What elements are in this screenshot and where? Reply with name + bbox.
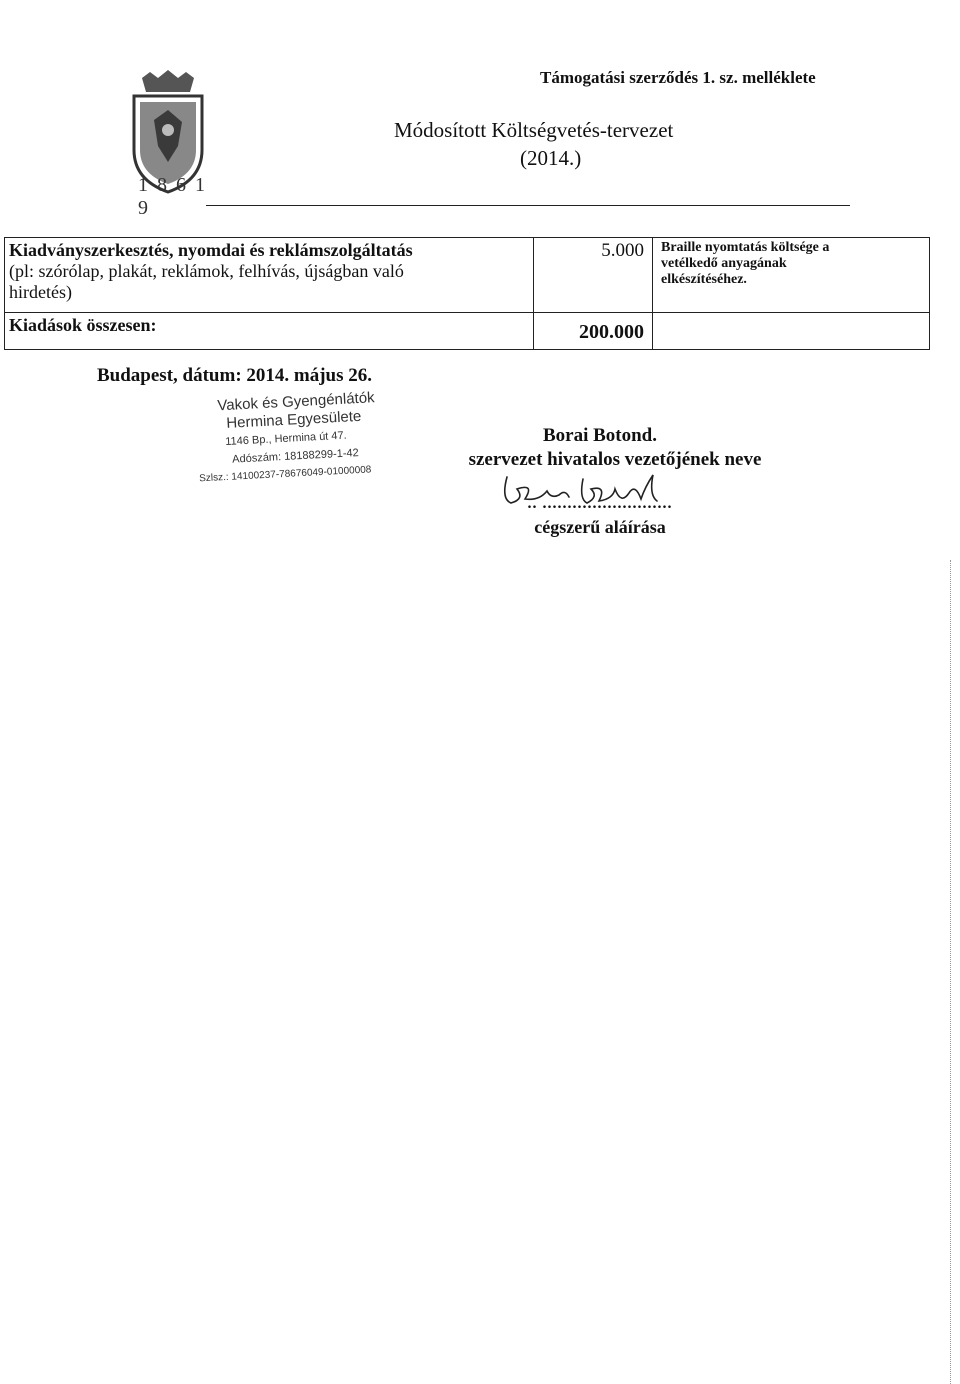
row-amount: 5.000 — [534, 238, 653, 313]
note-line: Braille nyomtatás költsége a — [661, 240, 830, 255]
crest-caption: 1 8 6 1 9 — [138, 174, 207, 219]
signature-line: .. .......................... — [527, 495, 673, 512]
description-line: hirdetés) — [9, 282, 72, 302]
signer-role: szervezet hivatalos vezetőjének neve — [468, 449, 762, 470]
signer-name: Borai Botond. — [542, 425, 658, 446]
total-label: Kiadások összesen: — [5, 313, 534, 350]
document-title: Módosított Költségvetés-tervezet — [394, 118, 674, 142]
stamp-line: 1146 Bp., Hermina út 47. — [225, 429, 347, 448]
description-line: (pl: szórólap, plakát, reklámok, felhívás, újságban való — [9, 261, 404, 281]
scan-edge — [950, 560, 951, 1384]
total-row — [5, 313, 930, 350]
note-line: elkészítéséhez. — [661, 272, 747, 287]
stamp-line: Hermina Egyesülete — [225, 407, 362, 432]
stamp-line: Vakok és Gyengénlátók — [216, 389, 375, 415]
place-date: Budapest, dátum: 2014. május 26. — [97, 365, 373, 386]
budget-table — [4, 237, 930, 350]
document-year: (2014.) — [520, 146, 582, 170]
note-line: vetélkedő anyagának — [661, 256, 787, 271]
stamp-line: Szlsz.: 14100237-78676049-01000008 — [198, 464, 372, 485]
signature-block — [455, 425, 775, 538]
row-description — [5, 238, 534, 313]
table-row — [5, 238, 930, 313]
stamp-line: Adószám: 18188299-1-42 — [231, 447, 359, 466]
total-amount: 200.000 — [534, 313, 653, 350]
annex-title: Támogatási szerződés 1. sz. melléklete — [540, 68, 816, 87]
row-note — [653, 238, 930, 313]
organization-stamp — [198, 386, 440, 493]
signature-caption: cégszerű aláírása — [534, 517, 666, 537]
description-line: Kiadványszerkesztés, nyomdai és reklámszolgáltatás — [9, 240, 413, 260]
header-divider — [206, 205, 850, 206]
total-note — [653, 313, 930, 350]
coat-of-arms — [128, 70, 208, 219]
